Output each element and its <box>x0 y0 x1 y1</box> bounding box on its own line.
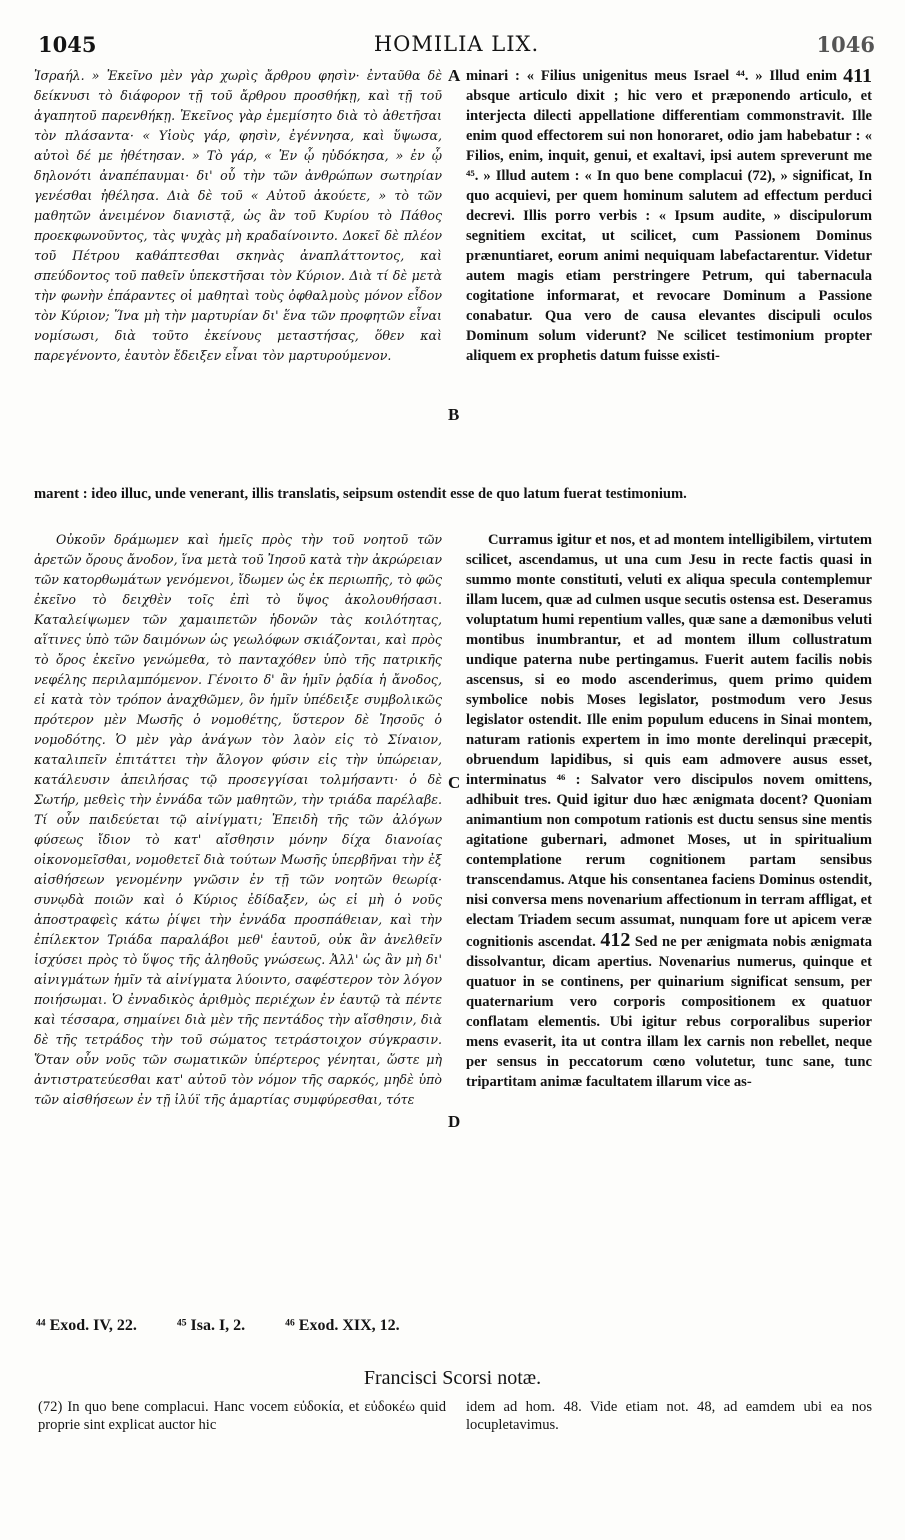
latin-paragraph-2b: Sed ne per ænigmata nobis ænigmata dissolvantur, dicam apertius. Novenarius numerus, quinque et quatuor in se continens, per quinarium significat sensum, per quaternarium vero corporis compositionem ex quatuor conflatam elementis. Ubi igitur rebus corporalibus superior mens evaserit, ita ut contra illam lex carnis non rebellet, neque per sensus in peccatorum cœno volutetur, tunc sane, tunc tripartitam animæ facultatem illarum vice as- <box>466 934 872 1090</box>
column-marker-d: D <box>448 1112 461 1131</box>
latin-paragraph-2 <box>466 530 872 1092</box>
full-width-line: marent : ideo illuc, unde venerant, illis translatis, seipsum ostendit esse de quo latum fuerat testimonium. <box>34 486 687 502</box>
page-number-right: 1046 <box>816 32 875 57</box>
latin-paragraph-1: minari : « Filius unigenitus meus Israel ⁴⁴. » Illud enim absque articulo dixit ; hic vero et præponendo articulo, et interjecta dilecti appellatione differentiam commonstravit. Ille enim quod effectorem sui non honoraret, odio jam habebatur : « Filios, enim, inquit, genui, et exaltavi, ipsi autem spreverunt me ⁴⁵. » Illud autem : « In quo bene complacui (72), » significat, In quo acquievi, per quem hominum salutem ad effectum perduci decrevi. Illis porro verbis : « Ipsum audite, » discipulorum segnitiem excitat, ut scilicet, cum Passionem Dominus prænuntiaret, eorum animi nequiquam labefactarentur. Videtur autem magis etiam perstringere Petrum, qui tabernacula cogitatione informarat, et revocare Dominum a Passione conabatur. Qua vero de causa elevantes discipuli oculos Dominum solum viderunt? Ne scilicet testimonium propter aliquem ex prophetis datum fuisse existi- <box>466 68 872 364</box>
page-number-left: 1045 <box>38 32 97 57</box>
latin-column-upper <box>466 66 872 480</box>
column-marker-b: B <box>448 405 460 424</box>
greek-column-upper <box>34 66 442 480</box>
footnotes <box>36 1317 436 1335</box>
column-number-411: 411 <box>843 66 872 87</box>
column-marker-a: A <box>448 66 461 85</box>
note-left: (72) In quo bene complacui. Hanc vocem εὐδοκία, et εὐδοκέω quid proprie sint explicat auctor hic <box>38 1399 446 1433</box>
running-header <box>38 32 875 56</box>
latin-column-lower <box>466 530 872 1308</box>
footnote-46: ⁴⁶ Exod. XIX, 12. <box>285 1317 400 1334</box>
note-right: idem ad hom. 48. Vide etiam not. 48, ad eamdem ubi ea nos locupletavimus. <box>466 1399 872 1433</box>
column-marker-c: C <box>448 773 461 792</box>
footnote-45: ⁴⁵ Isa. I, 2. <box>176 1317 246 1334</box>
notes-heading: Francisci Scorsi notæ. <box>363 1367 542 1389</box>
greek-paragraph-1: Ἰσραήλ. » Ἐκεῖνο μὲν γὰρ χωρὶς ἄρθρου φησὶν· ἐνταῦθα δὲ δείκνυσι τὸ διάφορον τῇ τοῦ ἄρθρου προσθήκῃ, καὶ τῇ τοῦ ἀγαπητοῦ παρενθήκῃ. Ἐκεῖνος γὰρ ἐμεμίσητο διὰ τὸ ἀθετῆσαι τὸν πλάσαντα· « Υἱοὺς γάρ, φησὶν, ἐγέννησα, καὶ ὕψωσα, αὐτοὶ δέ με ἠθέτησαν. » Τὸ γάρ, « Ἐν ᾧ ηὐδόκησα, » ἐν ᾧ δηλονότι ἀναπέπαυμαι· δι' οὗ τὴν τῶν ἀνθρώπων σωτηρίαν γενέσθαι ἠθέλησα. Διὰ δὲ τοῦ « Αὐτοῦ ἀκούετε, » τὸ τῶν μαθητῶν ἀνειμένον διανιστᾷ, ὡς ἂν τοῦ Κυρίου τὸ Πάθος προεκφωνοῦντος, τὰς ψυχὰς μὴ κραδαίνοιντο. Δοκεῖ δὲ πλέον τοῦ Πέτρου καθάπτεσθαι σκηνὰς ἀναπλάττοντος, καὶ σπεύδοντος τοῦ παθεῖν ὑπεκστῆσαι τὸν Κύριον. Διὰ τί δὲ μετὰ τὴν φωνὴν ἐπάραντες οἱ μαθηταὶ τοὺς ὀφθαλμοὺς μόνον εἶδον τὸν Κύριον; Ἵνα μὴ τὴν μαρτυρίαν δι' ἕνα τῶν προφητῶν εἶναι νομίσωσι, διὰ τοῦτο ἐκείνους μεταστήσας, ὅθεν καὶ παρεγένοντο, ἑαυτὸν ἔδειξεν εἶναι τὸν μαρτυρούμενον. <box>34 68 442 363</box>
running-title: HOMILIA LIX. <box>373 32 540 56</box>
column-number-412: 412 <box>600 929 631 951</box>
latin-paragraph-2a: Curramus igitur et nos, et ad montem intelligibilem, virtutem scilicet, ascendamus, ut una cum Jesu in recte factis quasi in summo monte constituti, veluti ex aliqua specula contemplemur illam lucem, quæ ad culmen usque secutis ostensa est. Deseramus voluptatum humi repentium valles, quæ sane a dæmonibus veluti montibus inumbrantur, et ad montem illum collustratum undique paterna nube pertingamus. Fuerit autem facilis nobis ascensus, si eo modo ascenderimus, quem primo quidem symbolice nobis Moses legislator, postmodum vero Jesus legislator ostendit. Ille enim populum educens in Sinai montem, naturam rationis expertem in imo monte derelinqui præcepit, obruendum lapidibus, si quis eam admovere ausus esset, interminatus ⁴⁶ : Salvator vero discipulos novem omittens, adhibuit tres. Quid igitur duo hæc ænigmata docent? Quoniam animantium non compotum rationis est ductu sensus sine mentis agitatione gubernari, admonet Moses, ut in spiritualium contemplatione rerum cognitionem partam sensibus transcendamus. Atque his consentanea faciens Dominus ostendit, nisi conversa mens novenarium affectionum in terram affligat, et electam Triadem secum assumat, nunquam fore ut apicem veræ cognitionis ascendat. <box>466 532 872 950</box>
footnote-44: ⁴⁴ Exod. IV, 22. <box>36 1317 137 1334</box>
greek-paragraph-2: Οὐκοῦν δράμωμεν καὶ ἡμεῖς πρὸς τὴν τοῦ νοητοῦ τῶν ἀρετῶν ὄρους ἄνοδον, ἵνα μετὰ τοῦ Ἰησοῦ κατὰ τὴν ἀκρώρειαν τῶν κατορθωμάτων γενόμενοι, ἴδωμεν ὡς ἐκ περιωπῆς, τὸ φῶς ἐκεῖνο τὸ δειχθὲν τοῖς ἐπὶ τὸ ὕψος ἀκολουθήσασι. Καταλείψωμεν τῶν χαμαιπετῶν ἡδονῶν τὰς κοιλότητας, αἵτινες ὑπὸ τῶν δαιμόνων ὡς γεωλόφων σκιάζονται, καὶ πρὸς τὸ ὄρος ἐκεῖνο γενώμεθα, τὸ πανταχόθεν ὑπὸ τῆς πατρικῆς νεφέλης περιλαμπόμενον. Γένοιτο δ' ἂν ἡμῖν ῥᾳδία ἡ ἄνοδος, εἰ κατὰ τὸν τρόπον ἀναχθῶμεν, ὃν ἡμῖν ὑπέδειξε συμβολικῶς πρότερον μὲν Μωσῆς ὁ νομοθέτης, ὕστερον δὲ Ἰησοῦς ὁ νομοδότης. Ὁ μὲν γὰρ ἀνάγων τὸν λαὸν εἰς τὸ Σίναιον, καταλιπεῖν ἐπιτάττει τὴν ἄλογον φύσιν εἰς τὴν ὑπώρειαν, κατάλευσιν ἀπειλήσας τῷ προσεγγίσαι τολμήσαντι· ὁ δὲ Σωτήρ, μεθεὶς τὴν ἐννάδα τῶν μαθητῶν, τὴν τριάδα παρέλαβε. Τί οὖν παιδεύεται τῷ αἰνίγματι; Ἐπειδὴ τῆς τῶν ἀλόγων φύσεως ἴδιον τὸ κατ' αἴσθησιν μόνην δίχα διανοίας οἰκονομεῖσθαι, νομοθετεῖ διὰ τούτων Μωσῆς ὑπερβῆναι τὴν ἐξ αἰσθήσεων γενομένην γνῶσιν ἐν τῇ τῶν νοητῶν θεωρίᾳ· συνῳδὰ ποιῶν καὶ ὁ Κύριος ἐδίδαξεν, ὡς εἰ μὴ ὁ νοῦς ἀποστραφεὶς κάτω ῥίψει τὴν ἐννάδα προσπάθειαν, καὶ τὴν ἐπίλεκτον Τριάδα παραλάβοι μεθ' ἑαυτοῦ, οὐκ ἂν ἀνελθεῖν ἰσχύσει πρὸς τὸ ὕψος τῆς ἀληθοῦς γνώσεως. Ἀλλ' ὡς ἂν μὴ δι' αἰνιγμάτων ἡμῖν τὰ αἰνίγματα λύοιντο, σαφέστερον τὸν λόγον ποιήσωμαι. Ὁ ἐνναδικὸς ἀριθμὸς περιέχων ἐν ἑαυτῷ τὰ πέντε καὶ τέσσαρα, σημαίνει διὰ μὲν τῆς πεντάδος τὴν αἴσθησιν, διὰ δὲ τῆς τετράδος τὴν τοῦ σώματος τετράστοιχον σύγκρασιν. Ὅταν οὖν νοῦς τῶν σωματικῶν ὑπέρτερος γένηται, ὥστε μὴ ἀντιστρατεύεσθαι κατ' αὐτοῦ τὸν νόμον τῆς σαρκός, μηδὲ ὑπὸ τῶν αἰσθήσεων ἐν τῇ ἰλύϊ τῆς ἁμαρτίας συμφύρεσθαι, τότε <box>34 532 442 1107</box>
greek-column-lower <box>34 530 442 1308</box>
